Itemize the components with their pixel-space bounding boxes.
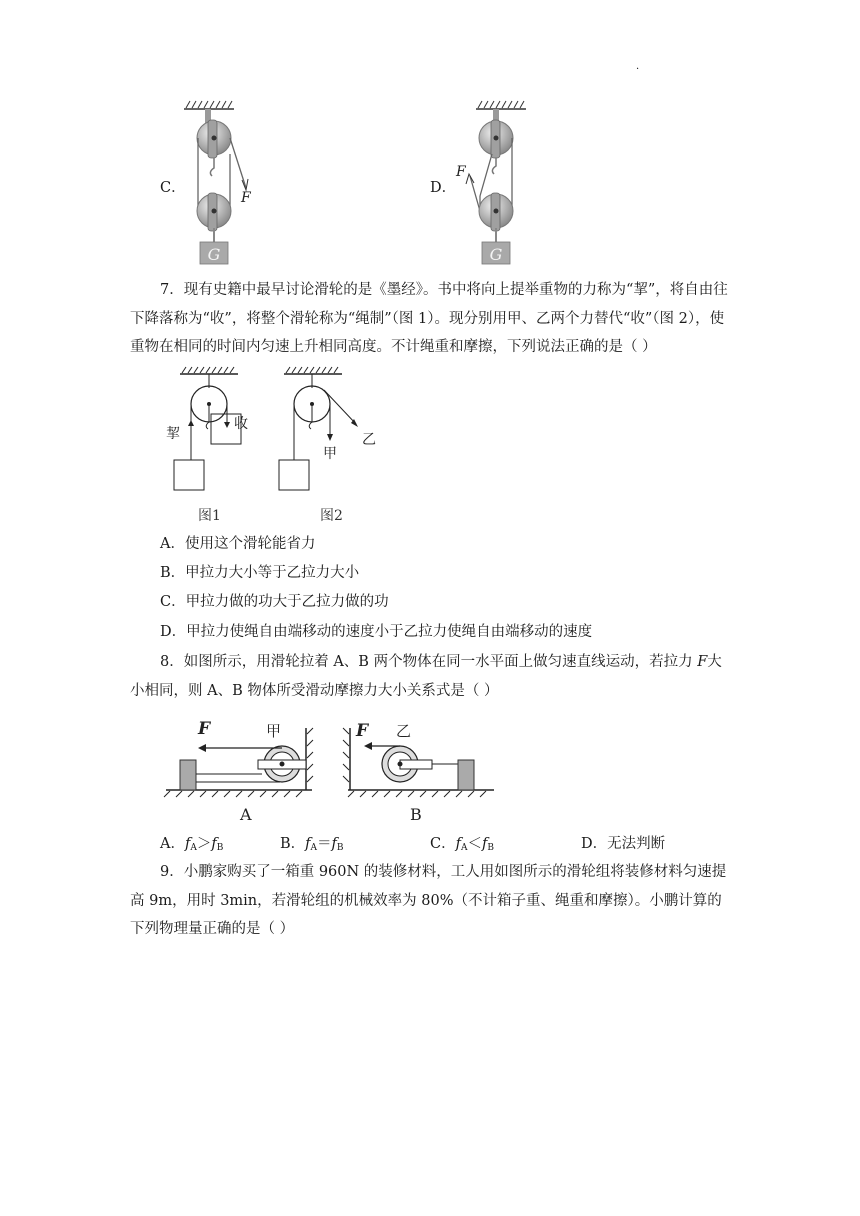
label-qie: 挈 bbox=[166, 426, 180, 442]
q9-stem: 9．小鹏家购买了一箱重 960N 的装修材料，工人用如图所示的滑轮组将装修材料匀速提高 9m，用时 3min，若滑轮组的机械效率为 80%（不计箱子重、绳重和摩擦）。小鹏计算的下列物理量正确的是（ ） bbox=[130, 864, 727, 937]
q8-stem-force: F bbox=[697, 654, 708, 670]
q7-figures bbox=[158, 366, 388, 528]
q8-stem-part2: 大小相同，则 A、B 物体所受滑动摩擦力大小关系式是（ ） bbox=[130, 654, 722, 699]
q7-stem: 7．现有史籍中最早讨论滑轮的是《墨经》。书中将向上提举重物的力称为“挈”，将自由往下降落称为“收”，将整个滑轮称为“绳制”（图 1）。现分别用甲、乙两个力替代“收”（图 2），使重物在相同的时间内匀速上升相同高度。不计绳重和摩擦，下列说法正确的是（ ） bbox=[130, 282, 728, 355]
fig-b-caption: B bbox=[410, 805, 422, 824]
label-jia: 甲 bbox=[323, 446, 337, 462]
q6-option-d-figure bbox=[452, 96, 542, 271]
q6-option-c-label: C． bbox=[160, 180, 186, 196]
fig-b-force: F bbox=[356, 721, 369, 741]
fig-a-name: 甲 bbox=[266, 722, 282, 740]
force-label-c: F bbox=[241, 190, 251, 206]
q8-option-d: D．无法判断 bbox=[581, 836, 666, 852]
weight-label-c: G bbox=[207, 245, 221, 264]
q8-stem bbox=[130, 648, 730, 705]
q8-option-a: A．$f_A>f_B$ bbox=[160, 836, 224, 853]
force-label-d: F bbox=[456, 164, 466, 180]
q7-option-d: D．甲拉力使绳自由端移动的速度小于乙拉力使绳自由端移动的速度 bbox=[160, 624, 593, 640]
label-shou: 收 bbox=[234, 416, 248, 432]
q8-figures bbox=[162, 714, 502, 826]
fig1-caption: 图1 bbox=[198, 508, 221, 524]
fig2-caption: 图2 bbox=[320, 508, 343, 524]
q7-option-b: B．甲拉力大小等于乙拉力大小 bbox=[160, 565, 360, 581]
q6-option-d-label: D． bbox=[430, 180, 457, 196]
label-yi: 乙 bbox=[362, 432, 376, 448]
weight-label-d: G bbox=[489, 245, 503, 264]
fig-b-name: 乙 bbox=[396, 722, 412, 740]
fig-a-force: F bbox=[198, 719, 211, 739]
fig-a-caption: A bbox=[240, 805, 252, 824]
q7-option-c: C．甲拉力做的功大于乙拉力做的功 bbox=[160, 594, 389, 610]
q8-option-c: C．$f_A<f_B$ bbox=[430, 836, 494, 853]
q8-option-b: B．$f_A=f_B$ bbox=[280, 836, 344, 853]
q6-option-c-figure bbox=[178, 96, 268, 271]
top-mark: · bbox=[636, 64, 640, 75]
q8-stem-part1: 8．如图所示，用滑轮拉着 A、B 两个物体在同一水平面上做匀速直线运动，若拉力 bbox=[160, 654, 698, 670]
q7-option-a: A．使用这个滑轮能省力 bbox=[160, 536, 316, 552]
